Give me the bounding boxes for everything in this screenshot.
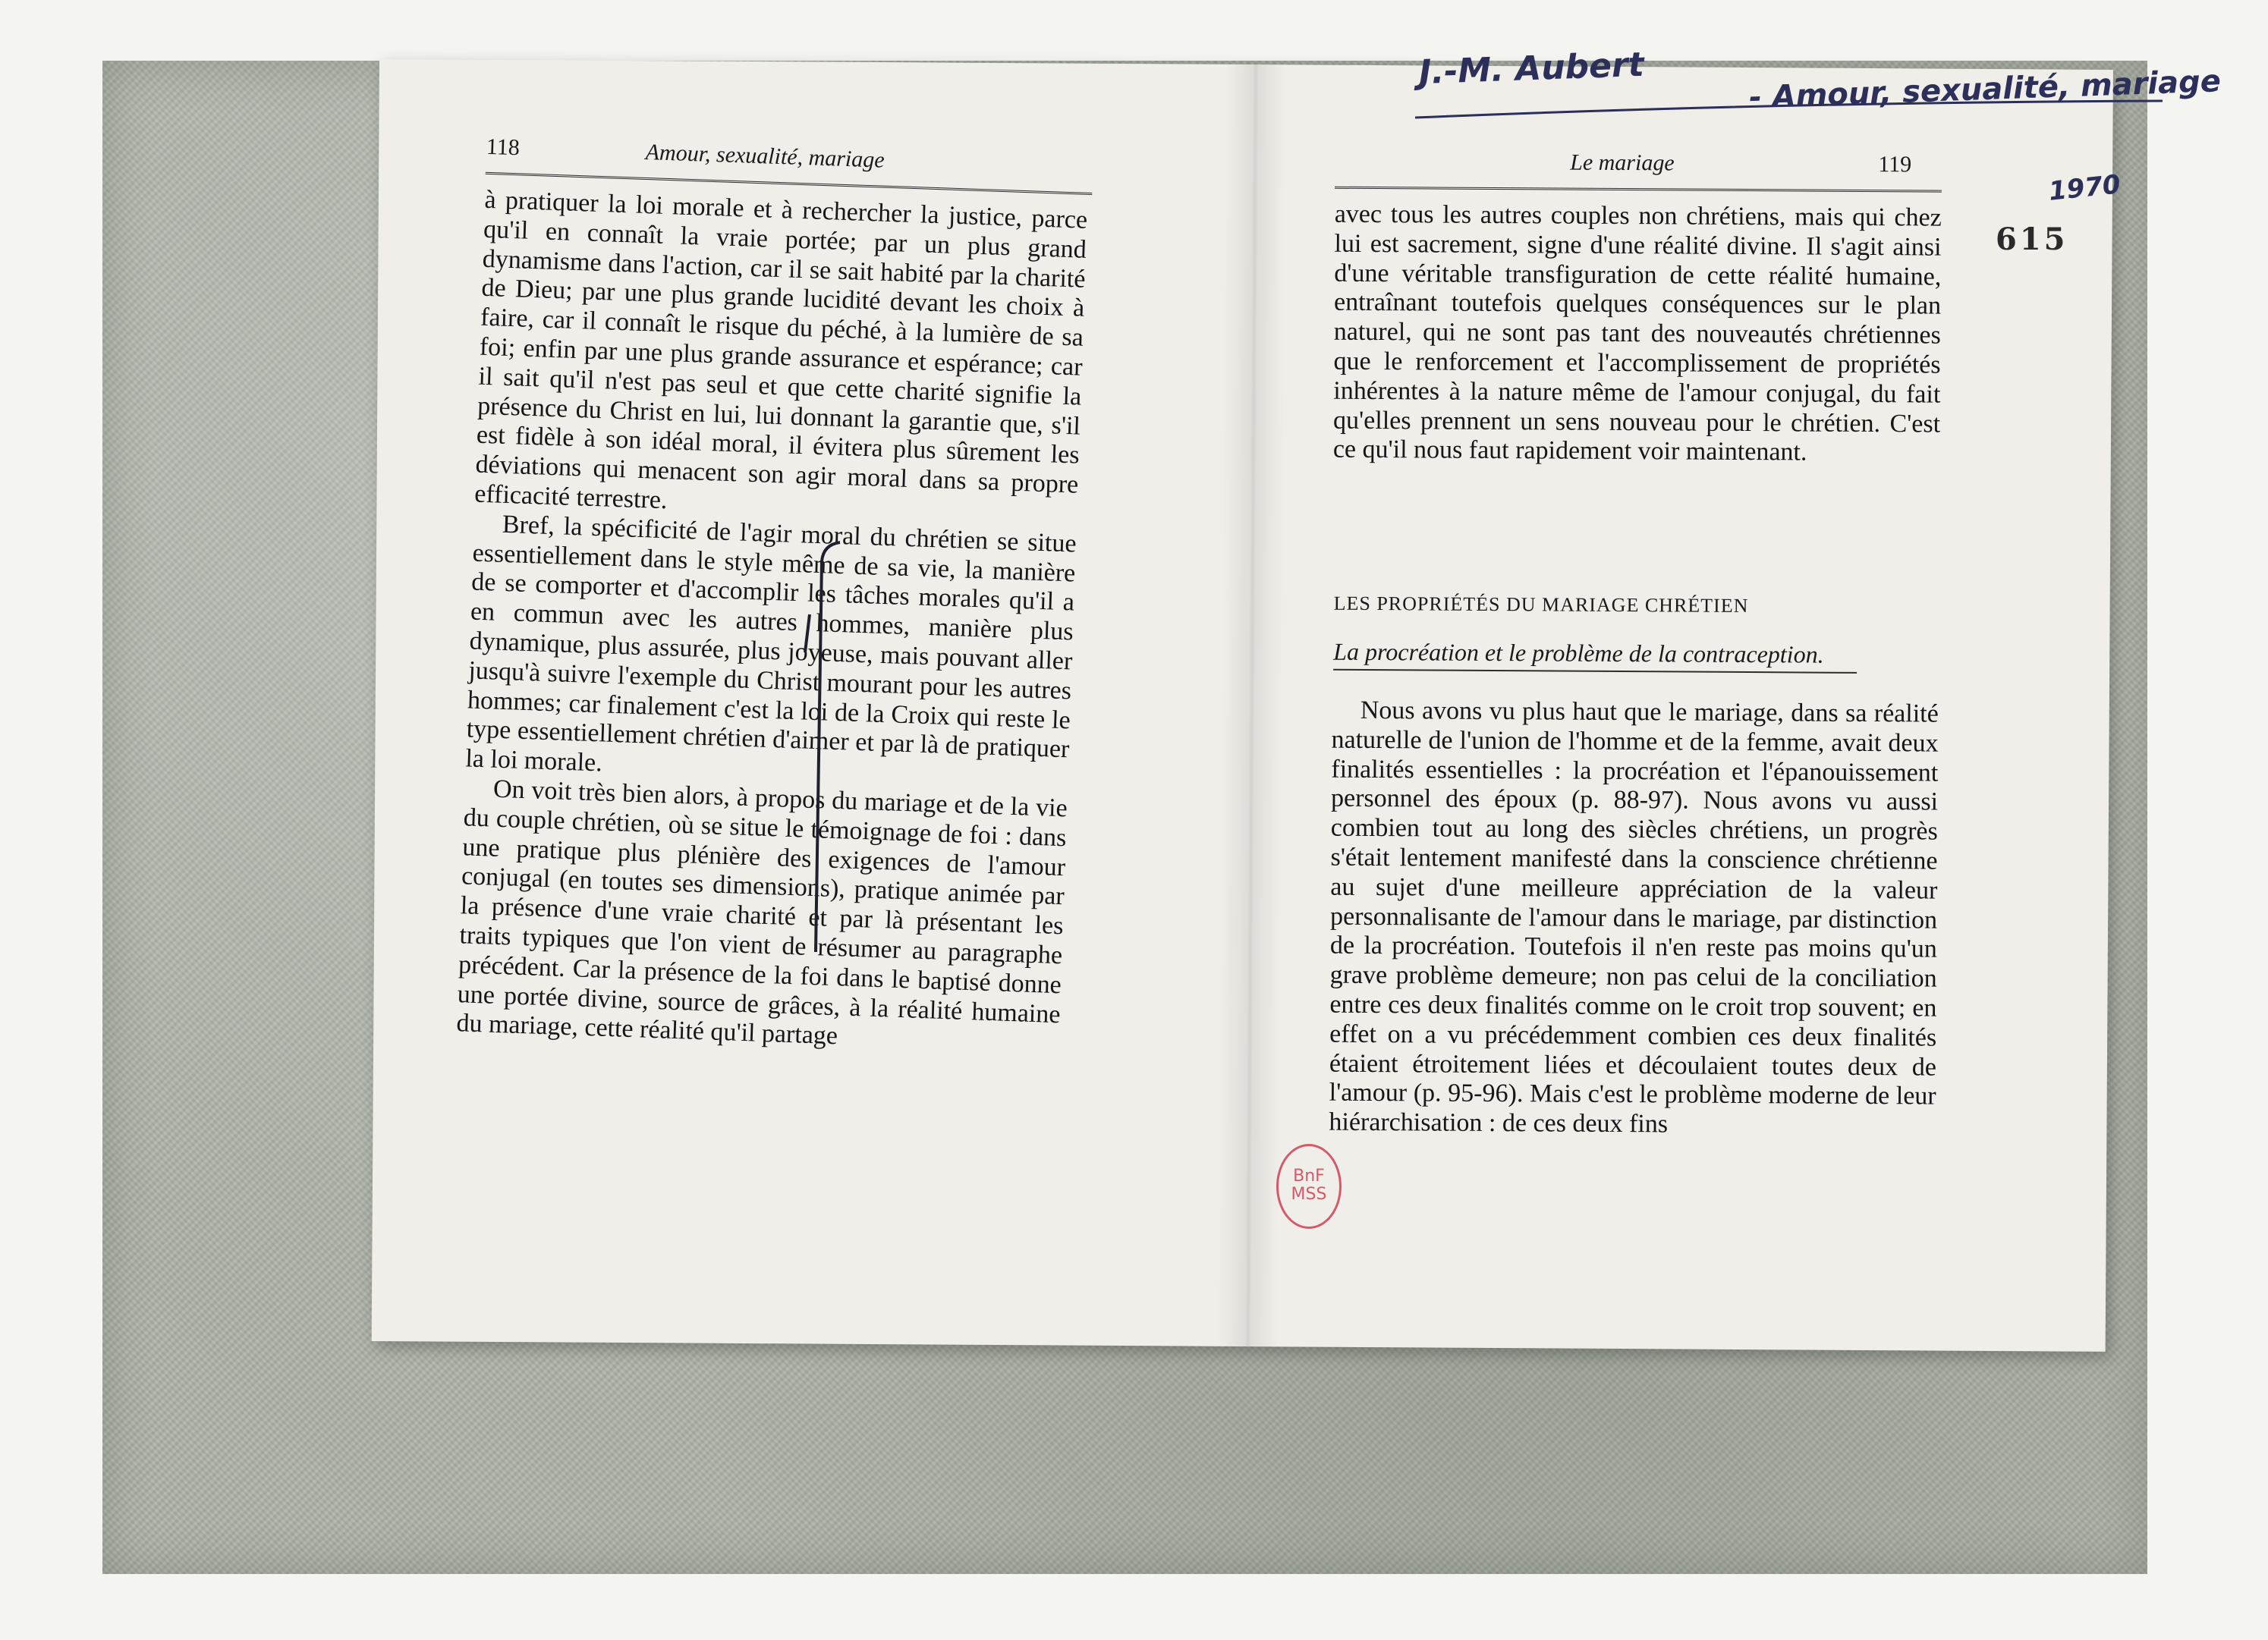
left-page <box>336 47 1252 1358</box>
right-body-text-block <box>1329 696 1939 1142</box>
left-running-head <box>486 127 1094 195</box>
left-paragraph-1: à pratiquer la loi morale et à rechercher la justice, parce qu'il en connaît la vraie portée; par un plus grand dynamisme dans l'action, car il se sait habité par la charité de Dieu; par une plus grande lucidité devant les choix à faire, car il connaît le risque du péché, à la lumière de sa foi; enfin par une plus grande assurance et espérance; car il sait qu'il n'est pas seul et que cette charité signifie la présence du Christ en lui, lui donnant la garantie que, s'il est fidèle à son idéal moral, il évitera plus sûrement les déviations qui menacent son agir moral dans sa propre efficacité terrestre. <box>473 185 1088 515</box>
right-paragraph-top: avec tous les autres couples non chrétiens, mais qui chez lui est sacrement, signe d'une réalité divine. Il s'agit ainsi d'une véritable transfiguration de cette réalité humaine, entraînant toutefois quelques conséquences sur le plan naturel, qui ne sont pas tant des nouveautés chrétiennes que le renforcement et l'accomplissement de propriétés inhérentes à la nature même de l'amour conjugal, du fait qu'elles prennent un sens nouveau pour le chrétien. C'est ce qu'il nous faut rapidement voir maintenant. <box>1332 200 1942 467</box>
folio-number: 615 <box>1996 221 2068 257</box>
right-top-text-block <box>1333 200 1942 469</box>
right-page <box>1244 64 2113 1352</box>
handwritten-title-note: - Amour, sexualité, mariage <box>1748 64 2222 115</box>
right-paragraph-body: Nous avons vu plus haut que le mariage, dans sa réalité naturelle de l'union de l'homme et de la femme, avait deux finalités essentielles : la procréation et l'épanouissement personnel des époux (p. 88-97). Nous avons vu aussi combien tout au long des siècles chrétiens, un progrès s'était lentement manifesté dans la conscience chrétienne au sujet d'une meilleure appréciation de la valeur personnalisante de l'amour dans le mariage, par distinction de la procréation. Toutefois il n'en reste pas moins qu'un grave problème demeure; non pas celui de la conciliation entre ces deux finalités comme on le croit trop souvent; en effet on a vu précédemment combien ces deux finalités étaient étroitement liées et découlaient toutes deux de l'amour (p. 95-96). Mais c'est le problème moderne de leur hiérarchisation : de ces deux fins <box>1329 696 1939 1139</box>
left-text-block <box>456 186 1088 1060</box>
handwritten-author-note: J.-M. Aubert <box>1418 45 1645 93</box>
bnf-library-stamp <box>1276 1144 1342 1229</box>
stamp-line-2: MSS <box>1291 1185 1327 1204</box>
right-running-title: Le mariage <box>1570 149 1675 176</box>
left-page-number: 118 <box>486 134 521 161</box>
open-book <box>372 59 2113 1352</box>
right-page-number: 119 <box>1878 152 1912 178</box>
left-paragraph-3: On voit très bien alors, à propos du mariage et de la vie du couple chrétien, où se situe le témoignage de foi : dans une pratique plus plénière des exigences de l'amour conjugal (en toutes ses dimensions), pratique animée par la présence d'une vraie charité et par là présentant les traits typiques que l'on vient de résumer au paragraphe précédent. Car la présence de la foi dans le baptisé donne une portée divine, source de grâces, à la réalité humaine du mariage, cette réalité qu'il partage <box>455 774 1068 1051</box>
left-running-title: Amour, sexualité, mariage <box>645 139 885 173</box>
left-paragraph-2: Bref, la spécificité de l'agir moral du chrétien se situe essentiellement dans le style même de sa vie, la manière de se comporter et d'accomplir les tâches morales qu'il a en commun avec les autres hommes, manière plus dynamique, plus assurée, plus joyeuse, mais pouvant aller jusqu'à suivre l'exemple du Christ mourant pour les autres hommes; car finalement c'est la loi de la Croix qui reste le type essentiellement chrétien d'aimer et par là de pratiquer la loi morale. <box>464 510 1077 778</box>
section-heading: LES PROPRIÉTÉS DU MARIAGE CHRÉTIEN <box>1333 592 1749 617</box>
handwritten-year-note: 1970 <box>2047 169 2122 207</box>
margin-bracket-mark <box>801 539 846 963</box>
stamp-line-1: BnF <box>1293 1167 1325 1186</box>
sub-heading: La procréation et le problème de la contraception. <box>1333 638 1857 674</box>
